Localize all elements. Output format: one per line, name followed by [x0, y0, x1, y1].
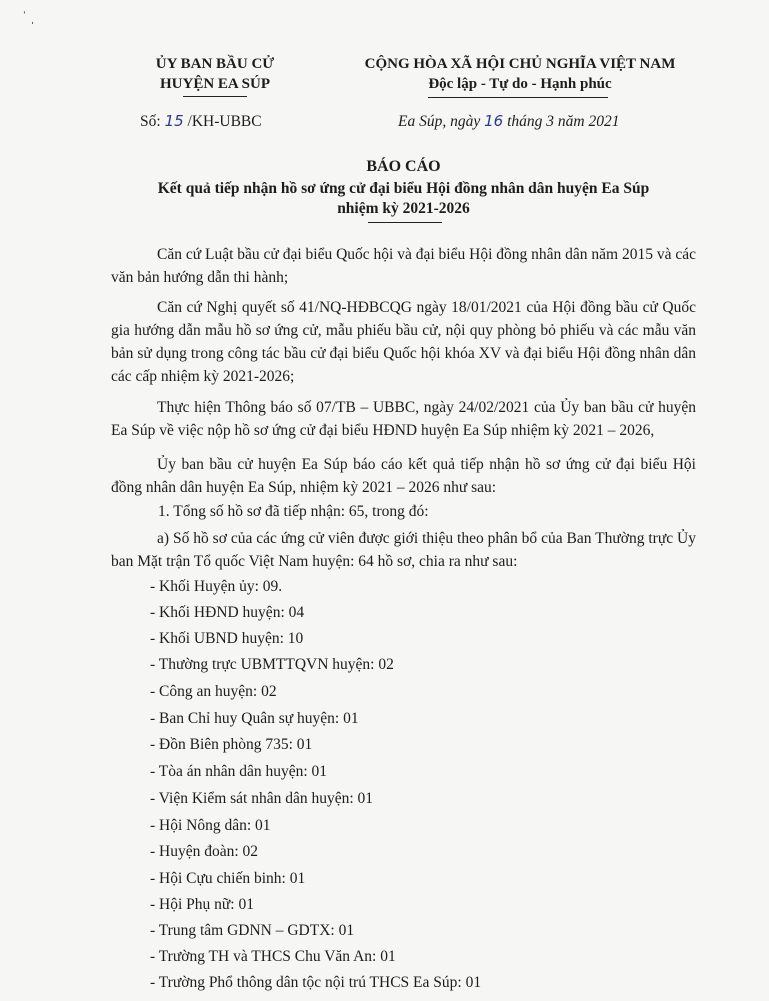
report-subtitle-line2: nhiệm kỳ 2021-2026: [337, 200, 470, 217]
motto-underline: [428, 97, 608, 98]
paragraph-report-intro: Ủy ban bầu cử huyện Ea Súp báo cáo kết quả tiếp nhận hồ sơ ứng cử đại biểu Hội đồng nhân dân huyện Ea Súp, nhiệm kỳ 2021 – 2026 như sau:: [111, 456, 696, 496]
list-item: - Thường trực UBMTTQVN huyện: 02: [150, 656, 394, 673]
list-item: - Tòa án nhân dân huyện: 01: [150, 763, 328, 780]
reference-number: Số: 15 /KH-UBBC: [140, 112, 262, 130]
title-underline: [368, 222, 442, 223]
handwritten-number: 15: [164, 112, 184, 130]
list-item: - Khối UBND huyện: 10: [150, 630, 304, 647]
list-item: - Đồn Biên phòng 735: 01: [150, 736, 313, 753]
issuer-line2: HUYỆN EA SÚP: [159, 76, 271, 92]
report-title: BÁO CÁO: [366, 158, 441, 175]
national-title: CỘNG HÒA XÃ HỘI CHỦ NGHĨA VIỆT NAM: [364, 56, 676, 72]
list-item: - Ban Chỉ huy Quân sự huyện: 01: [150, 710, 359, 727]
list-item: - Hội Cựu chiến binh: 01: [150, 870, 306, 887]
section-1-heading: 1. Tổng số hồ sơ đã tiếp nhận: 65, trong đó:: [158, 503, 429, 520]
paragraph-notice: Thực hiện Thông báo số 07/TB – UBBC, ngày 24/02/2021 của Ủy ban bầu cử huyện Ea Súp về việc nộp hồ sơ ứng cử đại biểu HĐND huyện Ea Súp nhiệm kỳ 2021 – 2026,: [111, 399, 696, 439]
list-item: - Công an huyện: 02: [150, 683, 277, 700]
list-item: - Khối HĐND huyện: 04: [150, 604, 305, 621]
issue-date: Ea Súp, ngày 16 tháng 3 năm 2021: [398, 112, 620, 130]
issuer-line1: ỦY BAN BẦU CỬ: [155, 56, 275, 72]
list-item: - Trung tâm GDNN – GDTX: 01: [150, 922, 355, 939]
report-subtitle-line1: Kết quả tiếp nhận hồ sơ ứng cử đại biểu Hội đồng nhân dân huyện Ea Súp: [157, 180, 650, 197]
paragraph-legal-basis-2: Căn cứ Nghị quyết số 41/NQ-HĐBCQG ngày 18/01/2021 của Hội đồng bầu cử Quốc gia hướng dẫn mẫu hồ sơ ứng cử, mẫu phiếu bầu cử, nội quy phòng bỏ phiếu và các mẫu văn bản sử dụng trong công tác bầu cử đại biểu Quốc hội khóa XV và đại biểu Hội đồng nhân dân các cấp nhiệm kỳ 2021-2026;: [111, 299, 696, 385]
list-item: - Khối Huyện ủy: 09.: [150, 578, 283, 595]
list-item: - Trường TH và THCS Chu Văn An: 01: [150, 948, 396, 965]
national-motto: Độc lập - Tự do - Hạnh phúc: [428, 76, 612, 92]
scan-artifact: ˈ ˌ: [22, 10, 35, 25]
list-item: - Viện Kiểm sát nhân dân huyện: 01: [150, 790, 374, 807]
issuer-underline: [183, 96, 247, 97]
list-item: - Trường Phổ thông dân tộc nội trú THCS Ea Súp: 01: [150, 974, 482, 991]
handwritten-day: 16: [484, 112, 504, 130]
list-item: - Hội Phụ nữ: 01: [150, 896, 254, 913]
list-item: - Hội Nông dân: 01: [150, 817, 271, 834]
section-1a: a) Số hồ sơ của các ứng cử viên được giới thiệu theo phân bổ của Ban Thường trực Ủy ban Mặt trận Tổ quốc Việt Nam huyện: 64 hồ sơ, chia ra như sau:: [111, 530, 696, 570]
paragraph-legal-basis-1: Căn cứ Luật bầu cử đại biểu Quốc hội và đại biểu Hội đồng nhân dân năm 2015 và các văn bản hướng dẫn thi hành;: [111, 246, 696, 286]
list-item: - Huyện đoàn: 02: [150, 843, 259, 860]
